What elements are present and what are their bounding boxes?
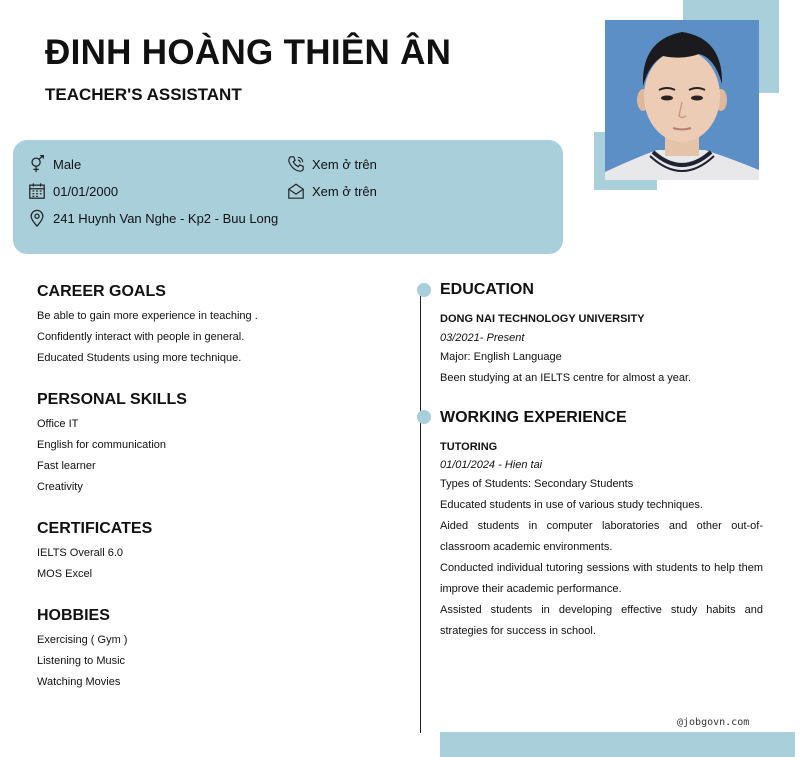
education-major: Major: English Language: [440, 351, 562, 363]
timeline-line: [420, 289, 421, 733]
certificates-heading: CERTIFICATES: [37, 520, 153, 537]
work-period: 01/01/2024 - Hien tai: [440, 459, 543, 471]
gender-value: Male: [53, 156, 82, 172]
calendar-icon: [28, 182, 46, 200]
education-note: Been studying at an IELTS centre for almost a year.: [440, 372, 692, 384]
hobby-item: Listening to Music: [37, 655, 126, 667]
hobby-item: Exercising ( Gym ): [37, 634, 128, 646]
phone-value: Xem ở trên: [312, 156, 377, 172]
work-item: Educated students in use of various study techniques.: [440, 499, 703, 511]
work-item: Types of Students: Secondary Students: [440, 478, 634, 490]
personal-skills-heading: PERSONAL SKILLS: [37, 391, 187, 408]
career-goal-item: Be able to gain more experience in teaching .: [37, 310, 258, 322]
contact-email: [287, 182, 377, 200]
education-period: 03/2021- Present: [440, 332, 525, 344]
certificate-item: IELTS Overall 6.0: [37, 547, 123, 559]
phone-icon: [287, 155, 305, 173]
school-name: DONG NAI TECHNOLOGY UNIVERSITY: [440, 313, 645, 325]
candidate-name: ĐINH HOÀNG THIÊN ÂN: [45, 33, 452, 72]
hobby-item: Watching Movies: [37, 676, 121, 688]
address-value: 241 Huynh Van Nghe - Kp2 - Buu Long: [53, 210, 279, 226]
timeline-dot-education: [417, 283, 431, 297]
work-experience-heading: WORKING EXPERIENCE: [440, 409, 627, 426]
career-goals-heading: CAREER GOALS: [37, 283, 166, 300]
work-item: Conducted individual tutoring sessions with students to help them improve their academic performance.: [440, 562, 763, 595]
timeline-dot-work: [417, 410, 431, 424]
work-item: Aided students in computer laboratories and other out-of-classroom academic environments.: [440, 520, 763, 553]
mail-icon: [287, 182, 305, 200]
watermark-text: @jobgovn.com: [677, 717, 750, 728]
education-heading: EDUCATION: [440, 281, 534, 298]
skill-item: Office IT: [37, 418, 79, 430]
hobbies-heading: HOBBIES: [37, 607, 110, 624]
career-goal-item: Confidently interact with people in general.: [37, 331, 245, 343]
skill-item: Creativity: [37, 481, 83, 493]
certificate-item: MOS Excel: [37, 568, 93, 580]
gender-icon: [28, 155, 46, 173]
contact-address: [28, 209, 278, 227]
contact-phone: [287, 155, 377, 173]
skill-item: English for communication: [37, 439, 167, 451]
contact-gender: [28, 155, 81, 173]
career-goal-item: Educated Students using more technique.: [37, 352, 242, 364]
dob-value: 01/01/2000: [53, 183, 119, 199]
profile-photo: [605, 20, 759, 180]
email-value: Xem ở trên: [312, 183, 377, 199]
decorative-block-bottom: [440, 732, 795, 757]
job-title: TEACHER'S ASSISTANT: [45, 85, 242, 104]
location-pin-icon: [28, 209, 46, 227]
work-item: Assisted students in developing effective study habits and strategies for success in school.: [440, 604, 763, 637]
skill-item: Fast learner: [37, 460, 96, 472]
contact-info-panel: [13, 140, 563, 254]
work-role: TUTORING: [440, 441, 498, 453]
contact-dob: [28, 182, 118, 200]
